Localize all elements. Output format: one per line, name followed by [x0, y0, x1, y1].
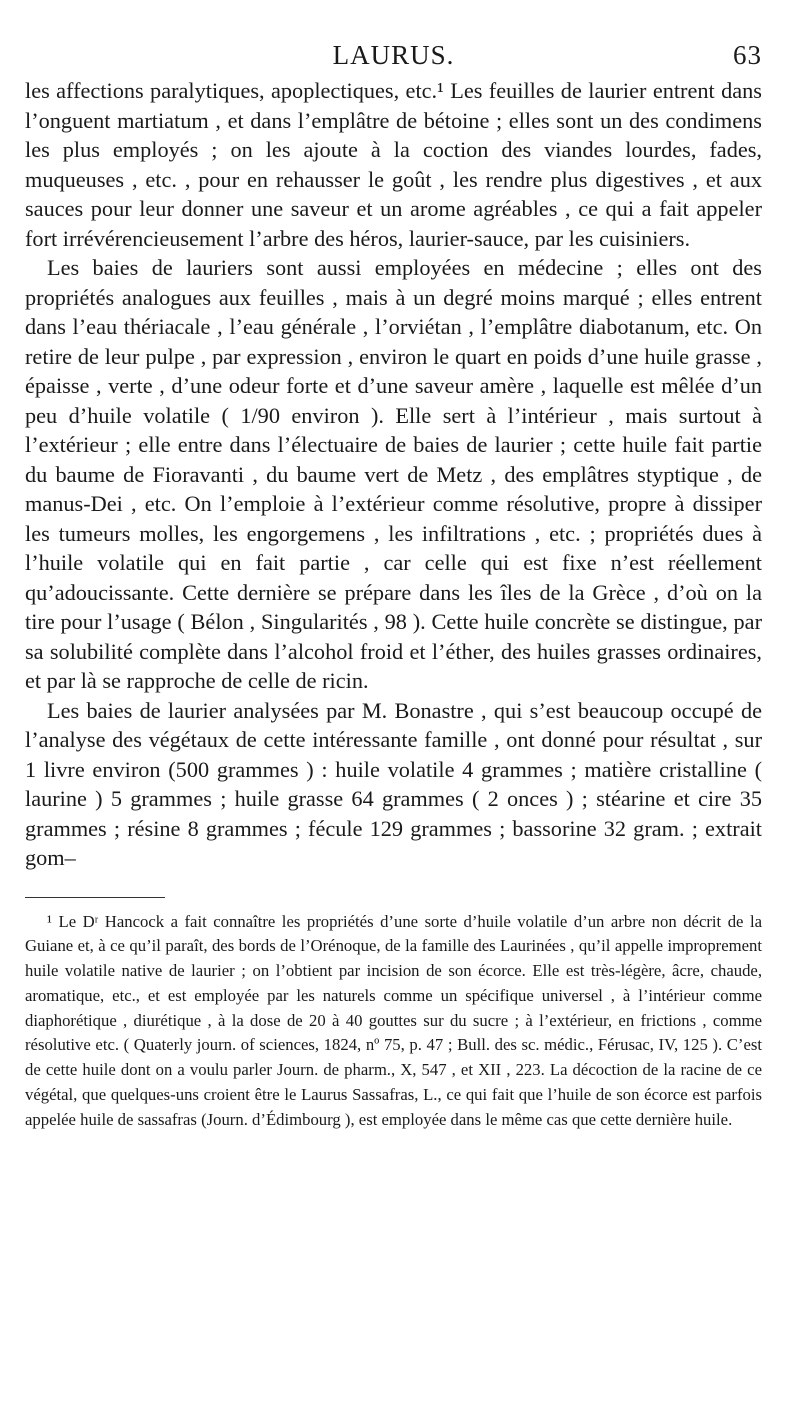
paragraph-2: Les baies de lauriers sont aussi employées en médecine ; elles ont des propriétés analogues aux feuilles , mais à un degré moins marqué ; elles entrent dans l’eau thériacale , l’eau générale , l’orviétan , l’emplâtre diabotanum, etc. On retire de leur pulpe , par expression , environ le quart en poids d’une huile grasse , épaisse , verte , d’une odeur forte et d’une saveur amère , laquelle est mêlée d’un peu d’huile volatile ( 1/90 environ ). Elle sert à l’intérieur , mais surtout à l’extérieur ; elle entre dans l’électuaire de baies de laurier ; cette huile fait partie du baume de Fioravanti , du baume vert de Metz , des emplâtres styptique , de manus-Dei , etc. On l’emploie à l’extérieur comme résolutive, propre à dissiper les tumeurs molles, les engorgemens , les infiltrations , etc. ; propriétés dues à l’huile volatile qui en fait partie , car celle qui est fixe n’est réellement qu’adoucissante. Cette dernière se prépare dans les îles de la Grèce , d’où on la tire pour l’usage ( Bélon , Singularités , 98 ). Cette huile concrète se distingue, par sa solubilité complète dans l’alcohol froid et l’éther, des huiles grasses ordinaires, et par là se rapproche de celle de ricin.: [25, 255, 762, 693]
footnotes: [25, 910, 762, 1133]
paragraph-3: Les baies de laurier analysées par M. Bonastre , qui s’est beaucoup occupé de l’analyse des végétaux de cette intéressante famille , ont donné pour résultat , sur 1 livre environ (500 grammes ) : huile volatile 4 grammes ; matière cristalline ( laurine ) 5 grammes ; huile grasse 64 grammes ( 2 onces ) ; stéarine et cire 35 grammes ; résine 8 grammes ; fécule 129 grammes ; bassorine 32 gram. ; extrait gom–: [25, 697, 762, 870]
footnote-rule: [25, 897, 165, 898]
paragraph-1: les affections paralytiques, apoplectiques, etc.¹ Les feuilles de laurier entrent dans l’onguent martiatum , et dans l’emplâtre de bétoine ; elles sont un des condimens les plus employés ; on les ajoute à la coction des viandes lourdes, fades, muqueuses , etc. , pour en rehausser le goût , les rendre plus digestives , et aux sauces pour leur donner une saveur et un arome agréables , ce qui a fait appeler fort irrévérencieusement l’arbre des héros, laurier-sauce, par les cuisiniers.: [25, 78, 762, 251]
running-title: LAURUS.: [332, 40, 455, 70]
running-head: [25, 22, 762, 74]
page-number: 63: [733, 40, 762, 70]
main-text: [25, 76, 762, 873]
footnote-1: ¹ Le Dʳ Hancock a fait connaître les propriétés d’une sorte d’huile volatile d’un arbre non décrit de la Guiane et, à ce qu’il paraît, des bords de l’Orénoque, de la famille des Laurinées , qu’il appelle improprement huile volatile native de laurier ; on l’obtient par incision de son écorce. Elle est très-légère, âcre, chaude, aromatique, etc., et est employée par les naturels comme un spécifique universel , à l’intérieur comme diaphorétique , diurétique , à la dose de 20 à 40 gouttes sur du sucre ; à l’extérieur, en frictions , comme résolutive etc. ( Quaterly journ. of sciences, 1824, nº 75, p. 47 ; Bull. des sc. médic., Férusac, IV, 125 ). C’est de cette huile dont on a voulu parler Journ. de pharm., X, 547 , et XII , 223. La décoction de la racine de ce végétal, que quelques-uns croient être le Laurus Sassafras, L., ce qui fait que l’huile de son écorce est parfois appelée huile de sassafras (Journ. d’Édimbourg ), est employée dans le même cas que cette dernière huile.: [25, 911, 762, 1129]
